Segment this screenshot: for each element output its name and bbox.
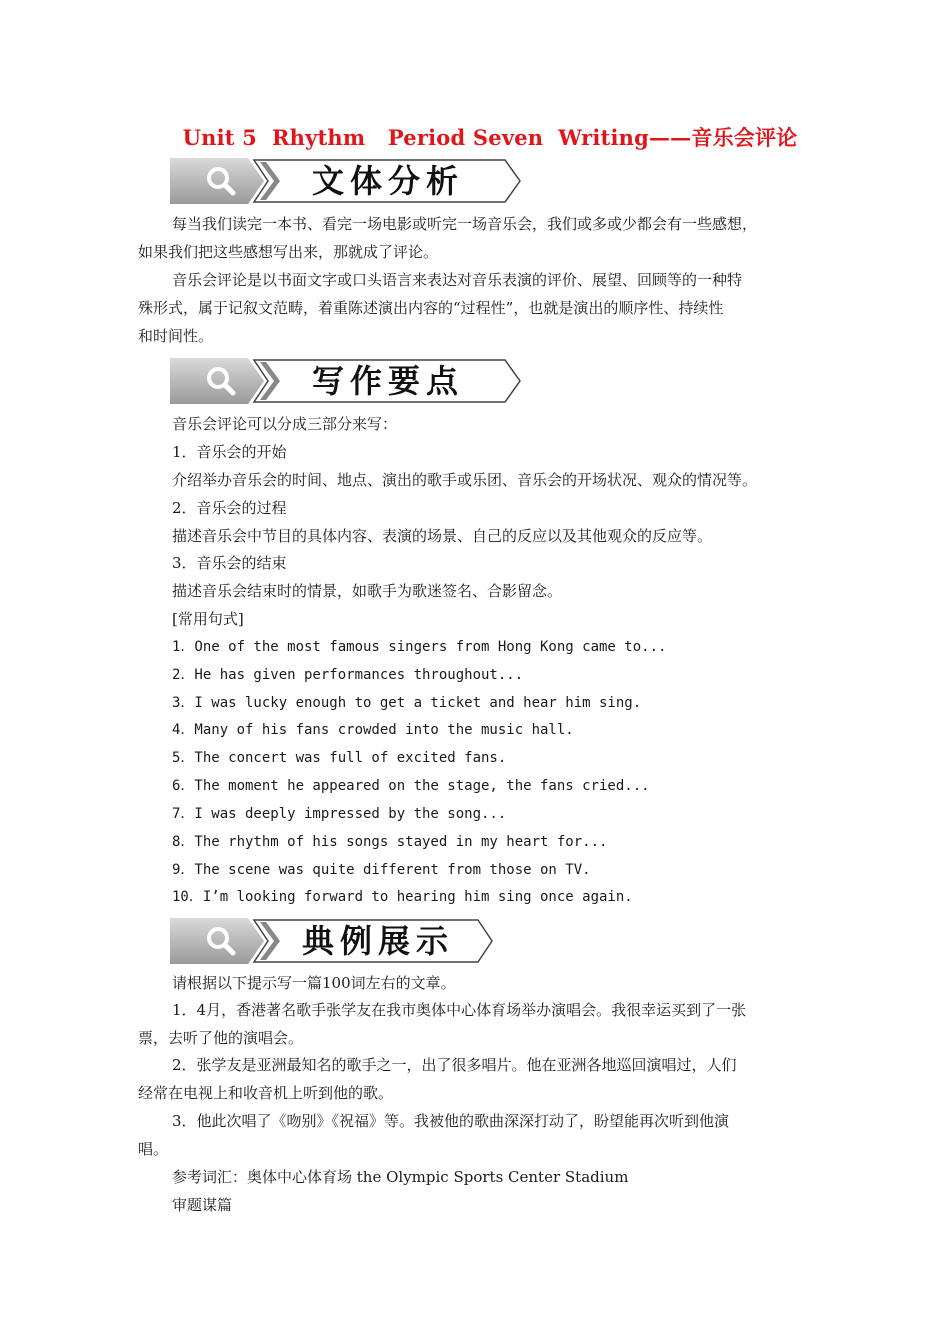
- banner-heading: 文体分析: [312, 162, 465, 200]
- magnifier-icon: [206, 926, 236, 956]
- sentence-item: 1．One of the most famous singers from Hong Kong came to...: [172, 639, 667, 655]
- paragraph-line: 如果我们把这些感想写出来，那就成了评论。: [138, 243, 439, 261]
- points-line: 描述音乐会结束时的情景，如歌手为歌迷签名、合影留念。: [172, 582, 563, 600]
- sentence-item: 9．The scene was quite different from those on TV.: [172, 862, 591, 878]
- paragraph-line: 每当我们读完一本书、看完一场电影或听完一场音乐会，我们或多或少都会有一些感想，: [172, 215, 758, 233]
- sentence-item: 7．I was deeply impressed by the song...: [172, 806, 507, 822]
- example-line: 经常在电视上和收音机上听到他的歌。: [138, 1084, 394, 1102]
- points-line: 描述音乐会中节目的具体内容、表演的场景、自己的反应以及其他观众的反应等。: [172, 527, 713, 545]
- sentence-item: 8．The rhythm of his songs stayed in my heart for...: [172, 834, 608, 850]
- section-banner-example: [170, 918, 500, 964]
- points-line: [常用句式]: [172, 610, 244, 628]
- sentence-item: 4．Many of his fans crowded into the music hall.: [172, 722, 574, 738]
- example-line: 请根据以下提示写一篇100词左右的文章。: [172, 974, 456, 992]
- page-title: Unit 5 Rhythm Period Seven Writing——音乐会评论: [182, 125, 798, 150]
- points-line: 音乐会评论可以分成三部分来写：: [172, 415, 398, 433]
- paragraph-line: 和时间性。: [138, 327, 214, 345]
- section-banner-points: [170, 358, 525, 404]
- sentence-item: 10．I’m looking forward to hearing him sing once again.: [172, 889, 633, 905]
- banner-heading: 典例展示: [302, 922, 455, 960]
- paragraph-line: 殊形式，属于记叙文范畴，着重陈述演出内容的“过程性”，也就是演出的顺序性、持续性: [138, 299, 724, 317]
- section-banner-analysis: [170, 158, 525, 204]
- example-line: 2．张学友是亚洲最知名的歌手之一，出了很多唱片。他在亚洲各地巡回演唱过，人们: [172, 1056, 737, 1074]
- example-line: 1．4月，香港著名歌手张学友在我市奥体中心体育场举办演唱会。我很幸运买到了一张: [172, 1001, 747, 1019]
- example-line: 3．他此次唱了《吻别》《祝福》等。我被他的歌曲深深打动了，盼望能再次听到他演: [172, 1112, 730, 1130]
- magnifier-icon: [206, 166, 236, 196]
- points-line: 1．音乐会的开始: [172, 443, 287, 461]
- paragraph-line: 音乐会评论是以书面文字或口头语言来表达对音乐表演的评价、展望、回顾等的一种特: [172, 271, 743, 289]
- points-line: 介绍举办音乐会的时间、地点、演出的歌手或乐团、音乐会的开场状况、观众的情况等。: [172, 471, 758, 489]
- sentence-item: 6．The moment he appeared on the stage, the fans cried...: [172, 778, 650, 794]
- sentence-item: 3．I was lucky enough to get a ticket and hear him sing.: [172, 695, 642, 711]
- example-line: 唱。: [138, 1140, 169, 1158]
- points-line: 2．音乐会的过程: [172, 499, 287, 517]
- example-line: 票，去听了他的演唱会。: [138, 1029, 304, 1047]
- vocab-line: 参考词汇：奥体中心体育场 the Olympic Sports Center Stadium: [172, 1168, 629, 1186]
- sentence-item: 5．The concert was full of excited fans.: [172, 750, 507, 766]
- example-line: 审题谋篇: [172, 1196, 233, 1214]
- banner-heading: 写作要点: [312, 362, 465, 400]
- magnifier-icon: [206, 366, 236, 396]
- points-line: 3．音乐会的结束: [172, 554, 287, 572]
- sentence-item: 2．He has given performances throughout...: [172, 667, 524, 683]
